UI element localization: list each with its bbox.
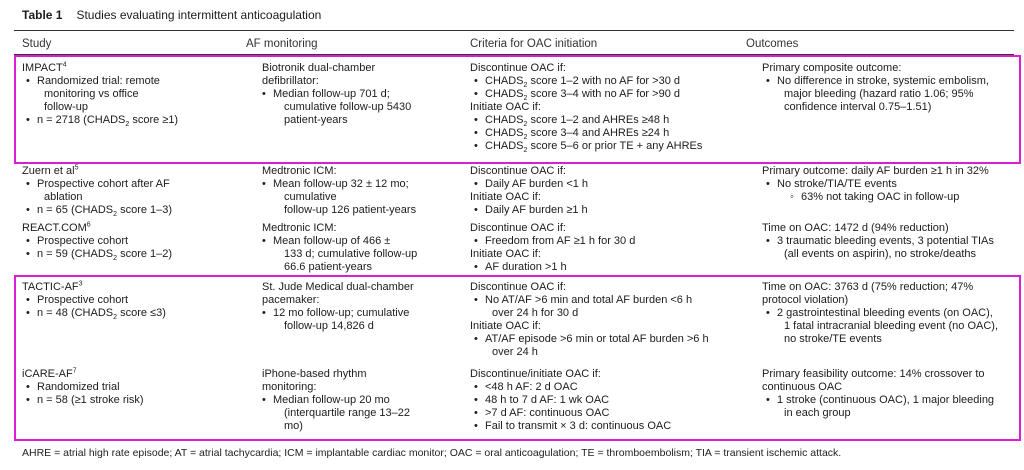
- highlight-box-tactic-icare: [14, 275, 1021, 441]
- study-line: • Prospective cohort after AF: [22, 178, 172, 191]
- outcome-line: protocol violation): [762, 294, 849, 306]
- criteria-line: • $CHADS_2$ score 3–4 with no AF for >90 d: [470, 88, 702, 101]
- criteria-line: • Daily AF burden <1 h: [470, 178, 588, 191]
- monitoring-line: pacemaker:: [262, 294, 320, 306]
- study-title: Zuern et al: [22, 165, 75, 177]
- top-rule: [14, 30, 1014, 31]
- criteria-line: • Daily AF burden ≥1 h: [470, 204, 588, 217]
- table-row-zuern-study: [22, 165, 172, 217]
- outcome-line: (all events on aspirin), no stroke/deaths: [784, 248, 976, 260]
- monitoring-line: follow-up 126 patient-years: [284, 204, 417, 216]
- study-title: IMPACT: [22, 62, 63, 74]
- monitoring-line: cumulative follow-up 5430: [284, 101, 412, 113]
- criteria-line: Discontinue OAC if:: [470, 165, 566, 177]
- monitoring-line: • Mean follow-up of 466 ±: [262, 235, 417, 248]
- ref-mark: 6: [86, 221, 91, 229]
- criteria-line: • >7 d AF: continuous OAC: [470, 407, 671, 420]
- criteria-line: • AT/AF episode >6 min or total AF burden >6 h: [470, 333, 709, 346]
- criteria-line: • $CHADS_2$ score 1–2 and AHREs ≥48 h: [470, 114, 702, 127]
- study-line: • n = 59 ($CHADS_2$ score 1–2): [22, 248, 172, 261]
- criteria-line: over 24 h: [492, 346, 538, 358]
- study-line: • Randomized trial: [22, 381, 144, 394]
- outcome-line: • No difference in stroke, systemic embolism,: [762, 75, 989, 88]
- criteria-line: over 24 h for 30 d: [492, 307, 579, 319]
- monitoring-line: defibrillator:: [262, 75, 319, 87]
- table-label: Table 1: [22, 8, 63, 22]
- monitoring-line: • Mean follow-up 32 ± 12 mo;: [262, 178, 416, 191]
- criteria-line: • 48 h to 7 d AF: 1 wk OAC: [470, 394, 671, 407]
- criteria-line: • $CHADS_2$ score 5–6 or prior TE + any AHREs: [470, 140, 702, 153]
- study-title: TACTIC-AF: [22, 281, 79, 293]
- monitoring-line: St. Jude Medical dual-chamber: [262, 281, 414, 293]
- ref-mark: 3: [78, 280, 83, 288]
- study-title: iCARE-AF: [22, 368, 73, 380]
- criteria-line: Discontinue OAC if:: [470, 222, 566, 234]
- col-header-study: Study: [22, 38, 52, 50]
- criteria-line: Discontinue OAC if:: [470, 281, 566, 293]
- col-header-criteria: Criteria for OAC initiation: [470, 38, 598, 50]
- monitoring-line: (interquartile range 13–22: [284, 407, 410, 419]
- monitoring-line: Biotronik dual-chamber: [262, 62, 376, 74]
- criteria-line: • No AT/AF >6 min and total AF burden <6 h: [470, 294, 709, 307]
- table-row-zuern-outcomes: [762, 165, 989, 204]
- outcome-line: Time on OAC: 1472 d (94% reduction): [762, 222, 949, 234]
- outcome-line: 1 fatal intracranial bleeding event (no OAC),: [784, 320, 999, 332]
- outcome-line: Time on OAC: 3763 d (75% reduction; 47%: [762, 281, 974, 293]
- study-line: • Randomized trial: remote: [22, 75, 178, 88]
- table-row-react-criteria: [470, 222, 635, 274]
- study-line: • n = 2718 ($CHADS_2$ score ≥1): [22, 114, 178, 127]
- monitoring-line: Medtronic ICM:: [262, 165, 337, 177]
- outcome-line: • 3 traumatic bleeding events, 3 potential TIAs: [762, 235, 994, 248]
- study-title: REACT.COM: [22, 222, 87, 234]
- outcome-line: continuous OAC: [762, 381, 843, 393]
- outcome-line: • No stroke/TIA/TE events: [762, 178, 989, 191]
- criteria-line: Initiate OAC if:: [470, 101, 541, 113]
- criteria-line: Initiate OAC if:: [470, 191, 541, 203]
- monitoring-line: monitoring:: [262, 381, 317, 393]
- criteria-line: Initiate OAC if:: [470, 248, 541, 260]
- criteria-line: • <48 h AF: 2 d OAC: [470, 381, 671, 394]
- outcome-line: in each group: [784, 407, 851, 419]
- study-line: • n = 65 ($CHADS_2$ score 1–3): [22, 204, 172, 217]
- criteria-line: Initiate OAC if:: [470, 320, 541, 332]
- monitoring-line: mo): [284, 420, 303, 432]
- table-title: Studies evaluating intermittent anticoagulation: [76, 8, 322, 22]
- table-row-react-study: [22, 222, 172, 261]
- criteria-line: • $CHADS_2$ score 3–4 and AHREs ≥24 h: [470, 127, 702, 140]
- table-row-react-monitoring: [262, 222, 417, 274]
- study-line: • Prospective cohort: [22, 235, 172, 248]
- monitoring-line: 133 d; cumulative follow-up: [284, 248, 418, 260]
- outcome-line: Primary feasibility outcome: 14% crossover to: [762, 368, 985, 380]
- criteria-line: Discontinue OAC if:: [470, 62, 566, 74]
- col-header-outcomes: Outcomes: [746, 38, 799, 50]
- table-caption: [22, 8, 321, 22]
- study-line: • n = 58 (≥1 stroke risk): [22, 394, 144, 407]
- table-row-zuern-criteria: [470, 165, 588, 217]
- criteria-line: • $CHADS_2$ score 1–2 with no AF for >30 d: [470, 75, 702, 88]
- ref-mark: 4: [62, 61, 67, 69]
- monitoring-line: • Median follow-up 20 mo: [262, 394, 410, 407]
- highlight-box-impact: [14, 55, 1021, 164]
- outcome-line: confidence interval 0.75–1.51): [784, 101, 932, 113]
- outcome-line: Primary composite outcome:: [762, 62, 902, 74]
- monitoring-line: • Median follow-up 701 d;: [262, 88, 411, 101]
- outcome-line: ◦ 63% not taking OAC in follow-up: [762, 191, 989, 204]
- table-footnote: AHRE = atrial high rate episode; AT = atrial tachycardia; ICM = implantable cardiac monitor; OAC = oral anticoagulation; TE = thromboembolism; TIA = transient ischemic attack.: [22, 447, 842, 459]
- monitoring-line: iPhone-based rhythm: [262, 368, 367, 380]
- study-line: • n = 48 ($CHADS_2$ score ≤3): [22, 307, 166, 320]
- study-line: ablation: [44, 191, 83, 203]
- criteria-line: • Fail to transmit × 3 d: continuous OAC: [470, 420, 671, 433]
- monitoring-line: cumulative: [284, 191, 337, 203]
- study-line: follow-up: [44, 101, 89, 113]
- criteria-line: Discontinue/initiate OAC if:: [470, 368, 601, 380]
- outcome-line: • 2 gastrointestinal bleeding events (on OAC),: [762, 307, 998, 320]
- outcome-line: major bleeding (hazard ratio 1.06; 95%: [784, 88, 974, 100]
- col-header-monitoring: AF monitoring: [246, 38, 318, 50]
- study-line: • Prospective cohort: [22, 294, 166, 307]
- monitoring-line: follow-up 14,826 d: [284, 320, 374, 332]
- outcome-line: Primary outcome: daily AF burden ≥1 h in 32%: [762, 165, 989, 177]
- monitoring-line: • 12 mo follow-up; cumulative: [262, 307, 414, 320]
- ref-mark: 7: [72, 367, 77, 375]
- criteria-line: • AF duration >1 h: [470, 261, 635, 274]
- criteria-line: • Freedom from AF ≥1 h for 30 d: [470, 235, 635, 248]
- study-line: monitoring vs office: [44, 88, 139, 100]
- outcome-line: • 1 stroke (continuous OAC), 1 major bleeding: [762, 394, 994, 407]
- table-row-zuern-monitoring: [262, 165, 416, 217]
- monitoring-line: 66.6 patient-years: [284, 261, 373, 273]
- table-row-react-outcomes: [762, 222, 994, 261]
- ref-mark: 5: [74, 164, 79, 172]
- monitoring-line: Medtronic ICM:: [262, 222, 337, 234]
- monitoring-line: patient-years: [284, 114, 348, 126]
- outcome-line: no stroke/TE events: [784, 333, 882, 345]
